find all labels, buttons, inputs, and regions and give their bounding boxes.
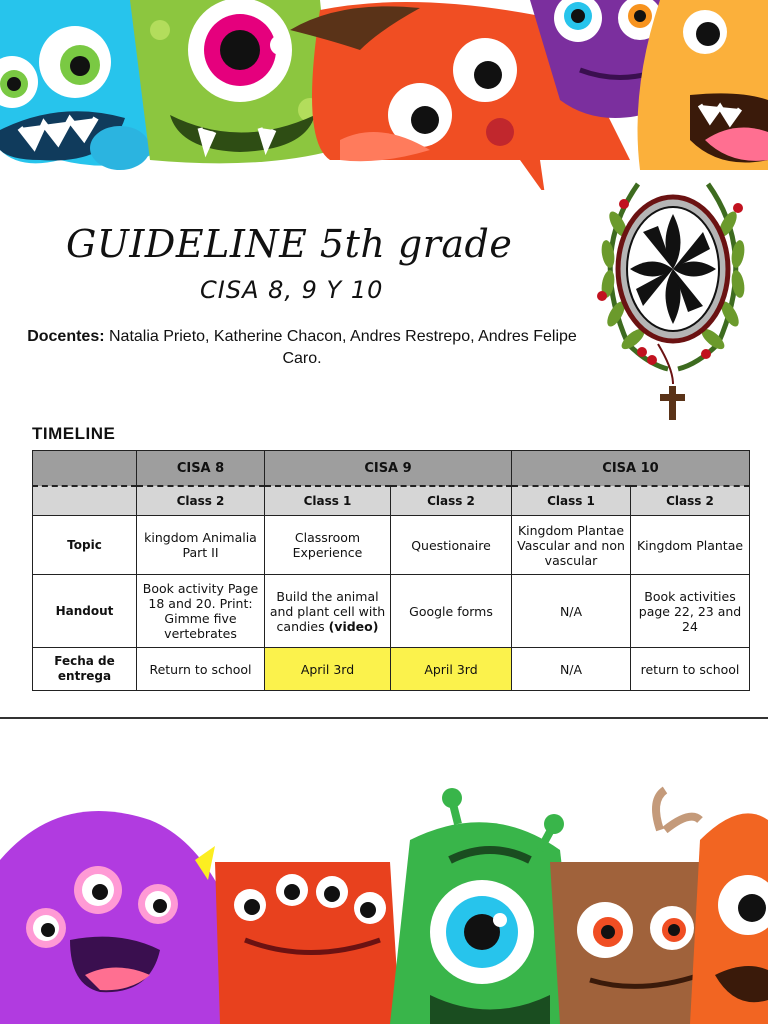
class-header: Class 1	[512, 486, 631, 516]
class-header: Class 2	[391, 486, 512, 516]
subheader-empty-cell	[33, 486, 137, 516]
table-cell	[265, 575, 391, 648]
table-subheader-row	[33, 486, 750, 516]
table-row	[33, 575, 750, 648]
brown-monster-illustration	[550, 790, 710, 1024]
bottom-monster-banner	[0, 780, 768, 1024]
table-header-row	[33, 451, 750, 487]
table-cell-highlighted: April 3rd	[391, 648, 512, 691]
top-monster-banner	[0, 0, 768, 190]
teachers-names: Natalia Prieto, Katherine Chacon, Andres Restrepo, Andres Felipe Caro.	[104, 328, 577, 367]
group-header-cisa8: CISA 8	[137, 451, 265, 487]
table-cell: N/A	[512, 575, 631, 648]
timeline-table	[32, 450, 750, 691]
table-cell: kingdom Animalia Part II	[137, 516, 265, 575]
class-header: Class 1	[265, 486, 391, 516]
cell-text: Build the animal and plant cell with candies	[269, 588, 386, 634]
group-header-cisa9: CISA 9	[265, 451, 512, 487]
green-alien-illustration	[390, 788, 580, 1024]
table-cell: Kingdom Plantae	[631, 516, 750, 575]
orange-monster-illustration	[690, 813, 768, 1024]
table-cell: return to school	[631, 648, 750, 691]
teachers-label: Docentes:	[27, 328, 105, 345]
row-label-due-date: Fecha de entrega	[33, 648, 137, 691]
table-cell: N/A	[512, 648, 631, 691]
table-cell: Return to school	[137, 648, 265, 691]
table-cell: Book activity Page 18 and 20. Print: Gimme five vertebrates	[137, 575, 265, 648]
group-header-cisa10: CISA 10	[512, 451, 750, 487]
timeline-label: TIMELINE	[32, 424, 116, 443]
class-header: Class 2	[137, 486, 265, 516]
horizontal-divider	[0, 717, 768, 719]
page-title: GUIDELINE 5th grade	[66, 222, 513, 266]
row-label-handout: Handout	[33, 575, 137, 648]
page-subtitle: CISA 8, 9 Y 10	[200, 276, 384, 304]
table-cell: Google forms	[391, 575, 512, 648]
orange-monster-illustration	[638, 0, 768, 170]
row-label-topic: Topic	[33, 516, 137, 575]
red-monster-illustration	[215, 862, 400, 1024]
school-crest-logo	[588, 164, 758, 426]
header-empty-cell	[33, 451, 137, 487]
table-cell: Book activities page 22, 23 and 24	[631, 575, 750, 648]
table-cell: Classroom Experience	[265, 516, 391, 575]
table-cell: Kingdom Plantae Vascular and non vascular	[512, 516, 631, 575]
table-row	[33, 516, 750, 575]
teachers-line	[22, 326, 582, 370]
table-cell-highlighted: April 3rd	[265, 648, 391, 691]
purple-monster-illustration	[0, 811, 240, 1024]
video-note: (video)	[328, 618, 379, 634]
table-row	[33, 648, 750, 691]
table-cell: Questionaire	[391, 516, 512, 575]
class-header: Class 2	[631, 486, 750, 516]
